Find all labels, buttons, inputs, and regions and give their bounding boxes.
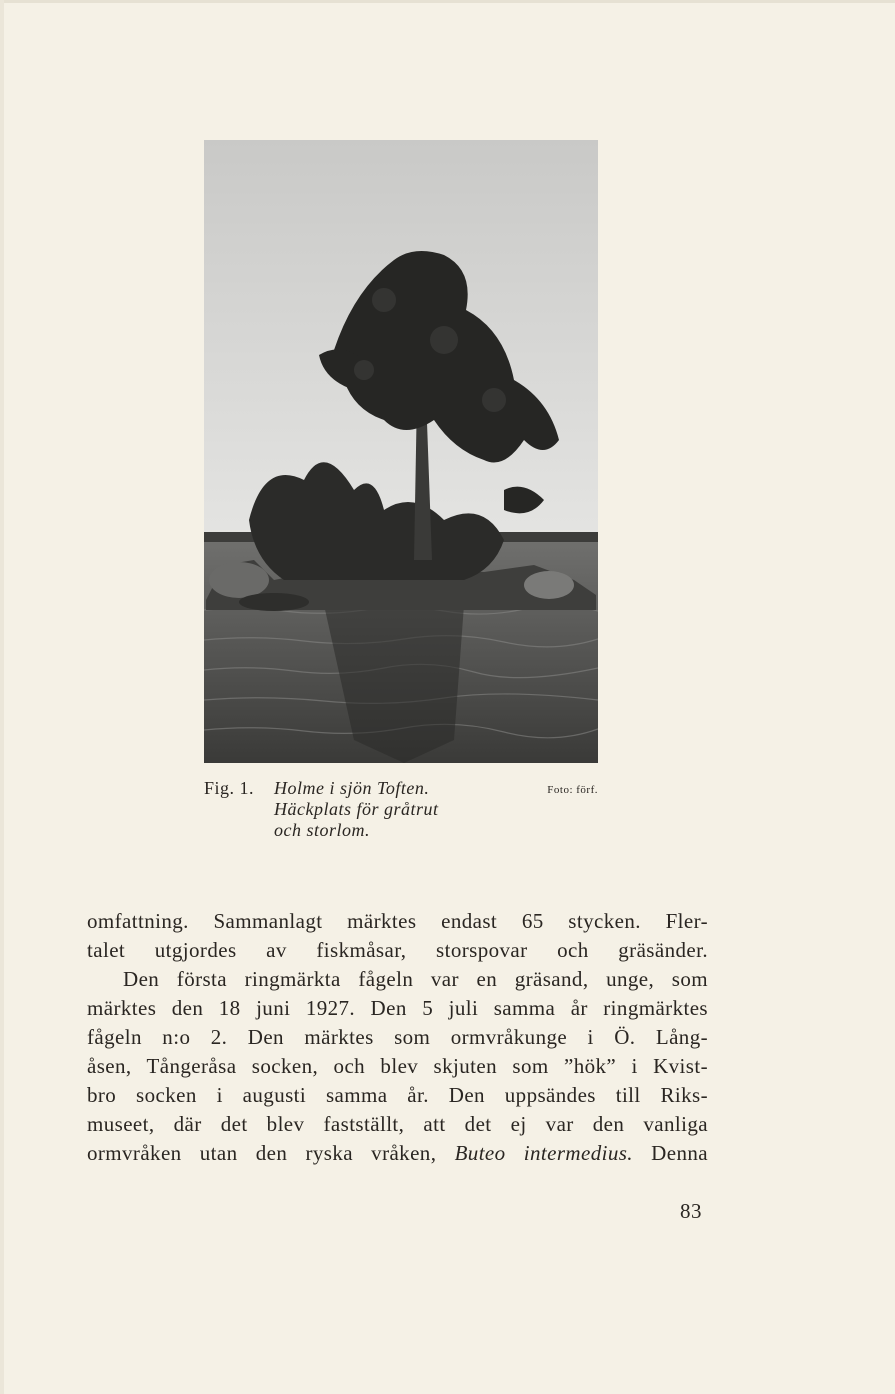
species-name: Buteo intermedius. (454, 1141, 633, 1165)
caption-line-3: och storlom. (274, 820, 370, 840)
photo-credit: Foto: förf. (547, 784, 598, 796)
body-line-8: museet, där det blev fastställt, att det ej var den vanliga (87, 1112, 708, 1136)
body-line-9-start: ormvråken utan den ryska vråken, (87, 1141, 455, 1165)
page-edge-top (0, 0, 895, 3)
body-line-6: åsen, Tångeråsa socken, och blev skjuten som ”hök” i Kvist- (87, 1054, 708, 1078)
caption-text (274, 778, 439, 841)
body-line-5: fågeln n:o 2. Den märktes som ormvråkunge i Ö. Lång- (87, 1025, 708, 1049)
figure-caption (204, 778, 598, 848)
body-line-1: omfattning. Sammanlagt märktes endast 65 stycken. Fler- (87, 909, 708, 933)
body-line-9 (87, 1139, 708, 1168)
caption-line-1: Holme i sjön Toften. (274, 778, 430, 798)
body-line-9-end: Denna (632, 1141, 708, 1165)
body-line-2: talet utgjordes av fiskmåsar, storspovar och gräsänder. (87, 938, 708, 962)
body-line-3: Den första ringmärkta fågeln var en gräsand, unge, som (123, 967, 708, 991)
body-line-7: bro socken i augusti samma år. Den uppsändes till Riks- (87, 1083, 708, 1107)
figure-label: Fig. 1. (204, 778, 255, 798)
page-number: 83 (680, 1199, 702, 1223)
page-edge-left (0, 0, 4, 1394)
body-line-4: märktes den 18 juni 1927. Den 5 juli samma år ringmärktes (87, 996, 708, 1020)
photo-illustration (204, 140, 598, 763)
caption-line-2: Häckplats för gråtrut (274, 799, 439, 819)
island-pine-photo (204, 140, 598, 763)
body-text (87, 907, 708, 1168)
